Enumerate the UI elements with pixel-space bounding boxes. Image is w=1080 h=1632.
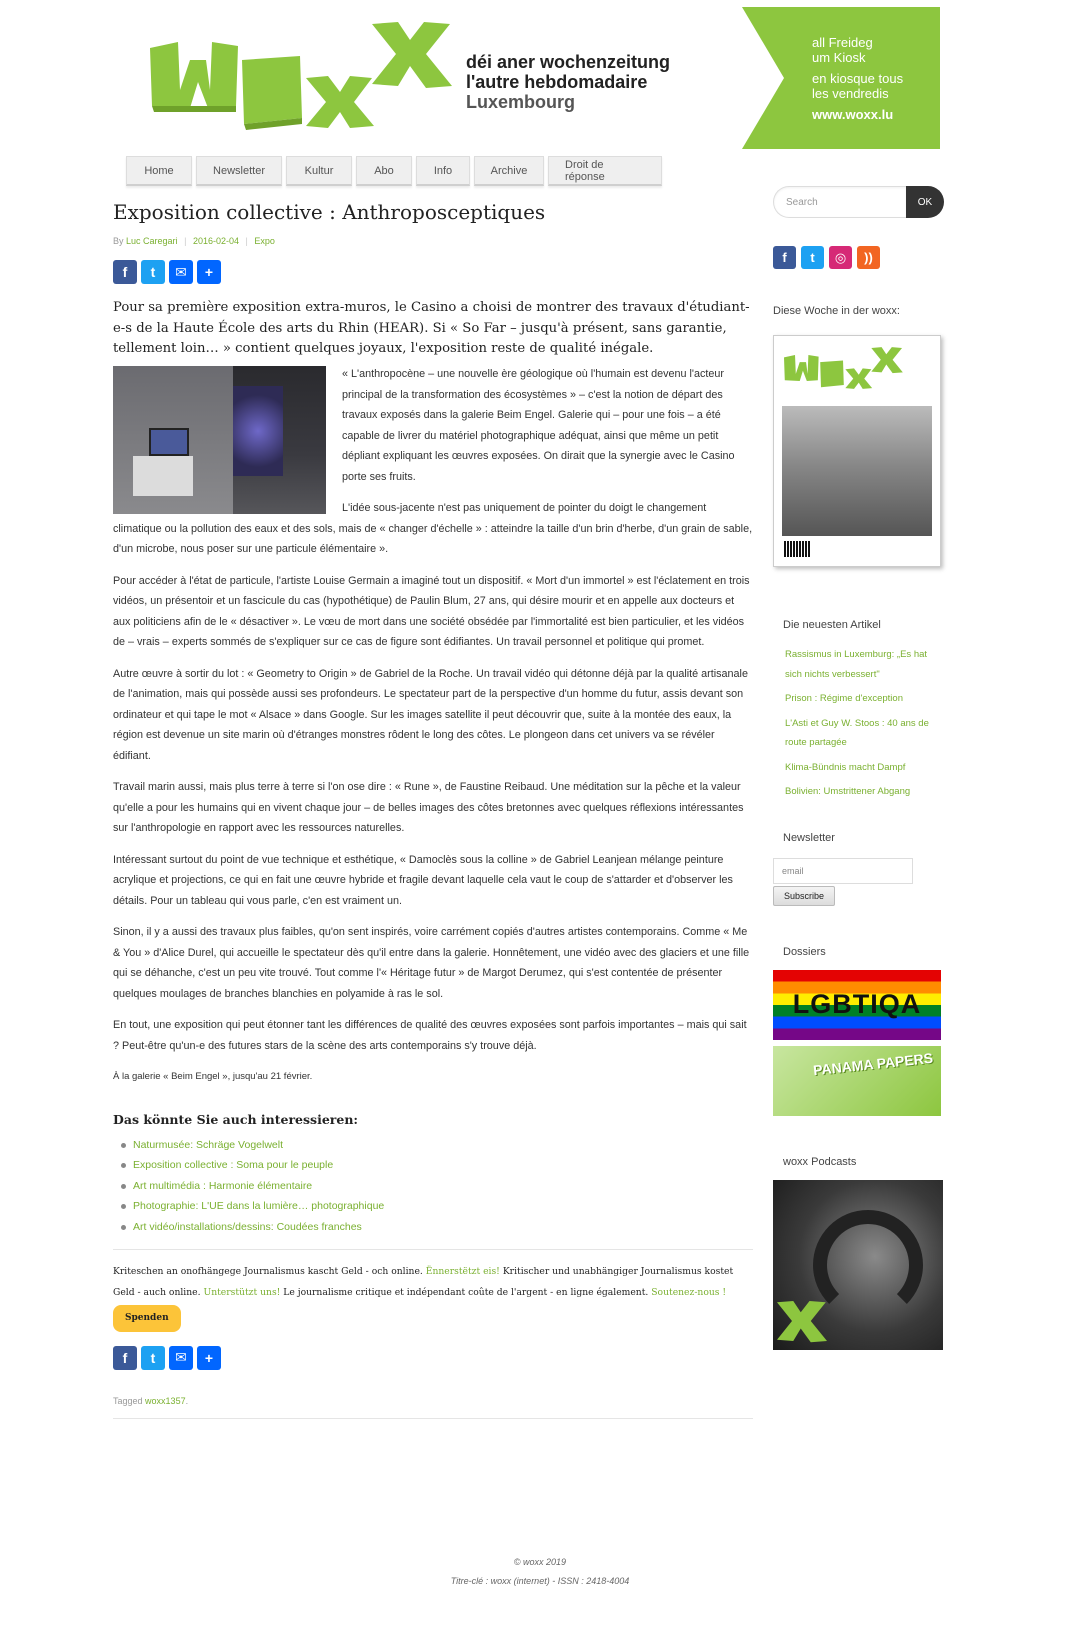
nav-abo[interactable]: Abo (356, 156, 412, 186)
email-share-icon[interactable]: ✉ (169, 260, 193, 284)
search-form (773, 186, 944, 218)
related-link[interactable]: Photographie: L'UE dans la lumière… photographique (133, 1196, 753, 1217)
kiosk-line-1: all Freideg (812, 35, 873, 50)
paragraph: Autre œuvre à sortir du lot : « Geometry to Origin » de Gabriel de la Roche. Un travail vidéo qui détonne déjà par la qualité artisanale de l'animation, mais qui possède aussi ses profondeurs. Le spectateur part de la perspective d'un homme du futur, assis devant son ordinateur et qui tape le mot « Alsace » dans Google. Sur les images satellite il peut découvrir que, suite à la montée des eaux, la région est devenue un site marin où d'étranges monstres rôdent le long des côtes. Le plongeon dans cet univers va se révéler édifiant. (113, 667, 748, 762)
dossier-panama-papers[interactable] (773, 1046, 941, 1116)
twitter-share-icon[interactable]: t (141, 1346, 165, 1370)
newsletter-heading: Newsletter (783, 831, 835, 844)
paragraph: L'idée sous-jacente n'est pas uniquement de pointer du doigt le changement climatique ou la pollution des eaux et des sols, mais de « changer d'échelle » : atteindre la taille d'un brin d'herbe, d'un grain de sable, d'un microbe, nous poser sur une particule élémentaire ». (113, 502, 753, 556)
donate-lu-text: Kriteschen an onofhängege Journalismus kascht Geld - och online. (113, 1266, 423, 1278)
related-link[interactable]: Art multimédia : Harmonie élémentaire (133, 1176, 753, 1197)
related-link[interactable]: Art vidéo/installations/dessins: Coudées franches (133, 1217, 753, 1238)
instagram-icon[interactable]: ◎ (829, 246, 852, 269)
kiosk-url[interactable]: www.woxx.lu (812, 107, 894, 122)
site-tagline (466, 52, 670, 112)
facebook-share-icon[interactable]: f (113, 260, 137, 284)
podcasts-widget (773, 1156, 943, 1168)
social-links (773, 246, 943, 269)
donate-fr-text: Le journalisme critique et indépendant coûte de l'argent - en ligne également. (283, 1286, 649, 1298)
share-plus-icon[interactable]: + (197, 1346, 221, 1370)
search-button[interactable]: OK (906, 186, 944, 218)
newest-articles-widget (773, 619, 943, 802)
spenden-button[interactable]: Spenden (113, 1305, 181, 1332)
share-plus-icon[interactable]: + (197, 260, 221, 284)
sidebar (773, 186, 943, 1350)
venue-note: À la galerie « Beim Engel », jusqu'au 21 février. (113, 1071, 313, 1083)
newest-link[interactable]: Rassismus in Luxemburg: „Es hat sich nichts verbessert" (785, 649, 928, 680)
paragraph: Sinon, il y a aussi des travaux plus faibles, qu'on sent inspirés, voire carrément copiés d'autres artistes contemporains. Comme « Me & You » d'Alice Durel, qui accueille le spectateur dès qu'il entre dans la galerie. Honnêtement, une vidéo avec des glaciers et une fille qui se déhanche, c'est un peu vite trouvé. Tout comme l'« Héritage futur » de Margot Derumez, qui s'est contentée de présenter quelques moulages de branches blanchies en polyamide à ras le sol. (113, 926, 750, 1000)
email-field[interactable]: email (773, 858, 913, 884)
donate-box (113, 1262, 753, 1332)
panama-label: PANAMA PAPERS (812, 1049, 934, 1078)
dossiers-heading: Dossiers (783, 945, 826, 958)
paragraph: Intéressant surtout du point de vue technique et esthétique, « Damoclès sous la colline » de Gabriel Leanjean mélange peinture acrylique et projections, ce qui en fait une œuvre hybride et fragile devant laquelle cela vaut le coup de s'attarder et d'observer les détails. Pour un tableau qui vous parle, c'en est vraiment un. (113, 853, 733, 907)
cover-woxx-logo (784, 346, 904, 394)
tagline-line-3: Luxembourg (466, 92, 576, 112)
newest-link[interactable]: Prison : Régime d'exception (785, 693, 903, 704)
site-header (0, 0, 1080, 155)
woxx-logo[interactable] (150, 20, 455, 140)
by-label: By (113, 236, 124, 246)
article-lead: Pour sa première exposition extra-muros, le Casino a choisi de montrer des travaux d'étudiant-e-s de la Haute École des arts du Rhin (HEAR). Si « So Far – jusqu'à présent, sans garantie, tellement loin… » contient quelques joyaux, l'exposition reste de qualité inégale. (113, 300, 750, 357)
category-link[interactable]: Expo (254, 236, 275, 246)
tagline-line-1: déi aner wochenzeitung (466, 52, 671, 72)
kiosk-banner[interactable] (742, 7, 940, 149)
date-link[interactable]: 2016-02-04 (192, 236, 239, 246)
nav-kultur[interactable]: Kultur (286, 156, 352, 186)
article-title: Exposition collective : Anthroposceptiques (113, 200, 546, 224)
kiosk-line-2: um Kiosk (812, 50, 866, 65)
twitter-icon[interactable]: t (801, 246, 824, 269)
tags: Tagged woxx1357. (113, 1395, 189, 1406)
tag-link[interactable]: woxx1357 (145, 1395, 186, 1406)
nav-droit-de-reponse[interactable]: Droit de réponse (548, 156, 662, 186)
kiosk-line-3: en kiosque tous (812, 71, 904, 86)
donate-lu-link[interactable]: Ënnerstëtzt eis! (425, 1266, 500, 1278)
donate-de-text: Kritischer und unabhängiger Journalismus kostet Geld - auch online. (113, 1266, 734, 1298)
newest-link[interactable]: Bolivien: Umstrittener Abgang (785, 786, 911, 797)
subscribe-button[interactable]: Subscribe (773, 886, 835, 906)
kiosk-line-4: les vendredis (812, 86, 889, 101)
nav-archive[interactable]: Archive (474, 156, 544, 186)
article-meta: By Luc Caregari | 2016-02-04 | Expo (113, 236, 275, 246)
magazine-cover[interactable] (773, 335, 941, 567)
newest-link[interactable]: L'Asti et Guy W. Stoos : 40 ans de route partagée (785, 717, 929, 748)
site-footer (0, 1553, 1080, 1591)
dossiers-widget (773, 946, 943, 958)
tagline-line-2: l'autre hebdomadaire (466, 72, 648, 92)
nav-newsletter[interactable]: Newsletter (196, 156, 282, 186)
nav-info[interactable]: Info (416, 156, 470, 186)
email-share-icon[interactable]: ✉ (169, 1346, 193, 1370)
podcast-x-icon (777, 1296, 827, 1346)
facebook-icon[interactable]: f (773, 246, 796, 269)
related-link[interactable]: Naturmusée: Schräge Vogelwelt (133, 1135, 753, 1156)
paragraph: « L'anthropocène – une nouvelle ère géologique où l'humain est devenu l'acteur principal de la transformation des écosystèmes » – c'est la notion de départ des travaux exposés dans la galerie Beim Engel. Galerie qui – pour une fois – a été capable de livrer du matériel photographique adéquat, ainsi que même un petit dépliant expliquant les œuvres exposées. On dirait que la synergie avec le Casino porte ses fruits. (342, 368, 735, 483)
divider (113, 1249, 753, 1250)
donate-de-link[interactable]: Unterstützt uns! (203, 1286, 281, 1298)
paragraph: Travail marin aussi, mais plus terre à terre si l'on ose dire : « Rune », de Faustine Reibaud. Une méditation sur la pêche et la valeur qu'elle a pour les humains qui en vivent chaque jour – de belles images des côtes bretonnes avec quelques réflexions intéressantes sur l'anthropologie en rapport avec les ressources naturelles. (113, 781, 744, 835)
podcasts-heading: woxx Podcasts (783, 1155, 857, 1168)
donate-fr-link[interactable]: Soutenez-nous ! (651, 1286, 727, 1298)
kiosk-notch (742, 7, 784, 149)
newest-link[interactable]: Klima-Bündnis macht Dampf (785, 761, 906, 773)
main-nav (126, 156, 662, 186)
article-body (113, 364, 753, 1088)
podcast-image[interactable] (773, 1180, 943, 1350)
related-link[interactable]: Exposition collective : Soma pour le peuple (133, 1155, 753, 1176)
tagged-label: Tagged (113, 1395, 143, 1406)
twitter-share-icon[interactable]: t (141, 260, 165, 284)
related-list (113, 1135, 753, 1238)
share-bar (113, 260, 753, 284)
paragraph: Pour accéder à l'état de particule, l'artiste Louise Germain a imaginé tout un dispositif. « Mort d'un immortel » est l'éclatement en trois vidéos, un présentoir et un fascicule du cas (hypothétique) de Paulin Blum, 27 ans, qui désire mourir et en appelle aux docteurs et aux politiciens afin de le « désactiver ». Le vœu de mort dans une société obsédée par l'immortalité est bien particulier, et les vidéos de – vrais – experts sommés de s'expliquer sur ce cas de figure sont édifiantes. Un travail personnel et politique qui promet. (113, 574, 750, 649)
author-link[interactable]: Luc Caregari (126, 236, 178, 246)
facebook-share-icon[interactable]: f (113, 1346, 137, 1370)
copyright: © woxx 2019 (513, 1557, 567, 1567)
this-week-heading: Diese Woche in der woxx: (773, 305, 900, 317)
related-heading: Das könnte Sie auch interessieren: (113, 1111, 359, 1127)
article (113, 200, 753, 1419)
paragraph: En tout, une exposition qui peut étonner tant les différences de qualité des œuvres exposées sont parfois importantes – mais qui sait ? Peut-être qu'un-e des futures stars de la scène des arts contemporains s'y trouve déjà. (113, 1019, 747, 1052)
newest-list (783, 645, 943, 802)
dossier-lgbtiqa[interactable]: LGBTIQA (773, 970, 941, 1040)
nav-home[interactable]: Home (126, 156, 192, 186)
article-photo[interactable] (113, 366, 326, 514)
search-input[interactable]: Search (773, 186, 906, 218)
newest-heading: Die neuesten Artikel (783, 619, 881, 631)
newsletter-widget (773, 832, 943, 844)
divider (113, 1418, 753, 1419)
share-bar-bottom (113, 1346, 753, 1370)
rss-icon[interactable]: )) (857, 246, 880, 269)
issn: Titre-clé : woxx (internet) - ISSN : 2418-4004 (450, 1576, 630, 1586)
